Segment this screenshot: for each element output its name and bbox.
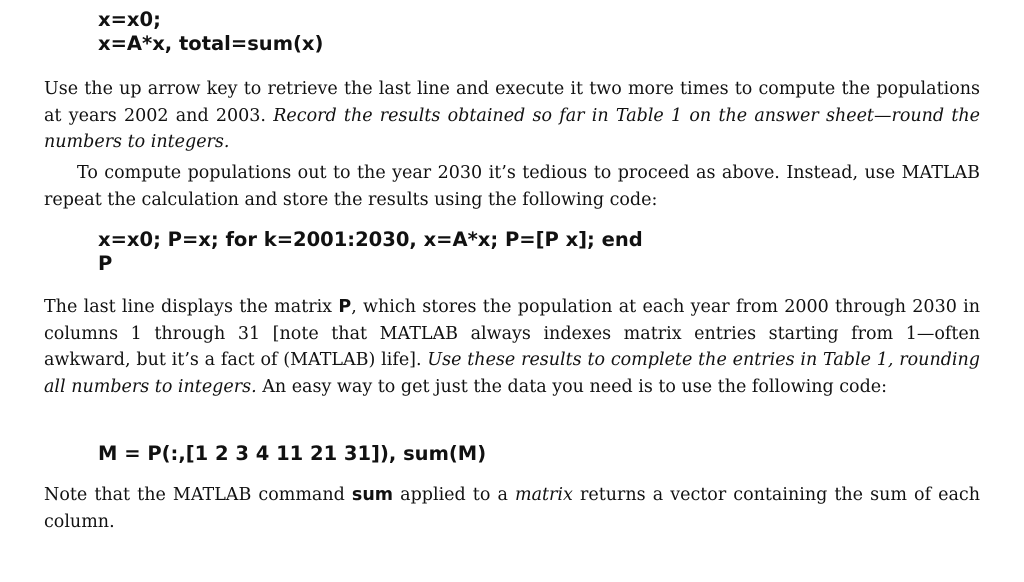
- paragraph-text: applied to a: [393, 485, 515, 505]
- paragraph-text: Note that the MATLAB command: [44, 485, 352, 505]
- paragraph-text: To compute populations out to the year 2030 it’s tedious to proceed as above. Instead, use MATLAB repeat the calculation and store the results using the following code:: [44, 163, 980, 210]
- code-block-initial: [98, 8, 323, 56]
- code-block-loop: [98, 228, 643, 276]
- paragraph-matrix-p: [44, 294, 980, 400]
- paragraph-sum-note: [44, 482, 980, 535]
- code-line: x=x0;: [98, 8, 161, 31]
- code-block-select-columns: [98, 442, 486, 466]
- paragraph-italic: matrix: [514, 485, 573, 505]
- code-line: x=A*x, total=sum(x): [98, 32, 324, 55]
- paragraph-text: Use the up arrow key to retrieve the last line and execute it two more times to compute the populations at years 2002 and 2003.: [44, 79, 980, 126]
- paragraph-italic: Use these results to complete the entries in Table 1, rounding all numbers to integers.: [44, 350, 980, 397]
- paragraph-text: An easy way to get just the data you need is to use the following code:: [256, 376, 888, 397]
- code-line: M = P(:,[1 2 3 4 11 21 31]), sum(M): [98, 442, 487, 465]
- code-line: x=x0; P=x; for k=2001:2030, x=A*x; P=[P x]; end: [98, 228, 643, 251]
- paragraph-compute-2030: [44, 160, 980, 213]
- paragraph-text: The last line displays the matrix: [44, 297, 339, 317]
- paragraph-text: , which stores the population at each year from 2000 through 2030 in columns 1 through 31 [note that MATLAB always indexes matrix entries starting from 1—often awkward, but it’s a fact of (MATLAB) life].: [44, 297, 980, 370]
- matrix-name: P: [338, 297, 352, 317]
- paragraph-retrieve-line: [44, 76, 980, 156]
- command-name: sum: [351, 485, 394, 505]
- paragraph-italic: Record the results obtained so far in Table 1 on the answer sheet—round the numbers to integers.: [44, 105, 981, 152]
- code-line: P: [98, 252, 113, 275]
- paragraph-text: returns a vector containing the sum of each column.: [44, 485, 981, 532]
